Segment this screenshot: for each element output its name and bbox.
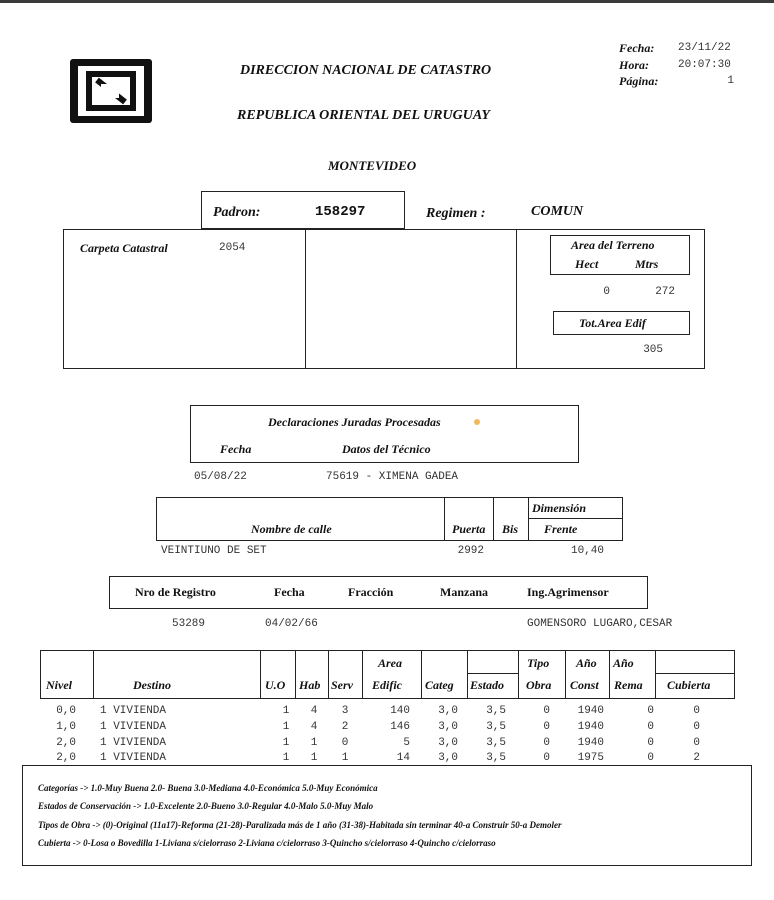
h-destino: Destino	[133, 678, 172, 692]
h-area-bottom: Edific	[372, 678, 402, 692]
col-div-destino	[93, 650, 94, 699]
legend-tipos: Tipos de Obra -> (0)-Original (11a17)-Reforma (21-28)-Paralizada más de 1 año (31-38)-Habitada sin terminar 40-a Construir 50-a Demoler	[38, 820, 562, 830]
cell-nivel: 2,0	[56, 737, 76, 749]
carpeta-label: Carpeta Catastral	[80, 241, 168, 255]
cell-destino: 1 VIVIENDA	[100, 705, 167, 717]
hora-label: Hora:	[619, 58, 649, 72]
h-rema-bottom: Rema	[614, 678, 643, 692]
col-div-estado	[467, 650, 468, 699]
h-categ: Categ	[425, 678, 454, 692]
decl-fecha-label: Fecha	[220, 442, 252, 456]
frente-label: Frente	[544, 522, 578, 536]
ing-agrimensor-value: GOMENSORO LUGARO,CESAR	[527, 618, 673, 630]
org-title: DIRECCION NACIONAL DE CATASTRO	[240, 63, 492, 78]
cell-area: 140	[390, 705, 410, 717]
col-div-categ	[421, 650, 422, 699]
decl-fecha-value: 05/08/22	[194, 471, 247, 483]
cell-rema: 0	[647, 721, 654, 733]
catastro-logo	[69, 58, 153, 124]
table-row	[0, 705, 774, 719]
header-mid-line-b	[655, 673, 735, 674]
cell-tipo: 0	[543, 705, 550, 717]
tot-area-label: Tot.Area Edif	[579, 316, 646, 330]
carpeta-value: 2054	[219, 242, 246, 254]
h-anio-bottom: Const	[570, 678, 599, 692]
cell-estado: 3,5	[486, 737, 506, 749]
nombre-calle-value: VEINTIUNO DE SET	[161, 545, 267, 557]
fecha-value: 23/11/22	[678, 42, 731, 54]
h-hab: Hab	[299, 678, 321, 692]
cell-cubierta: 0	[693, 705, 700, 717]
cell-serv: 1	[341, 752, 349, 764]
cell-estado: 3,5	[486, 705, 506, 717]
dimension-label: Dimensión	[532, 501, 587, 515]
cell-rema: 0	[647, 737, 654, 749]
registro-fecha-label: Fecha	[274, 585, 305, 599]
nro-registro-label: Nro de Registro	[135, 585, 216, 599]
cell-uo: 1	[282, 737, 290, 749]
h-area-top: Area	[378, 656, 402, 670]
cell-categ: 3,0	[438, 721, 458, 733]
frente-value: 10,40	[570, 545, 604, 557]
cell-serv: 2	[341, 721, 349, 733]
cell-area: 146	[390, 721, 410, 733]
legend-cubierta: Cubierta -> 0-Losa o Bovedilla 1-Liviana s/cielorraso 2-Liviana c/cielorraso 3-Quincho s/cielorraso 4-Quincho c/cielorraso	[38, 838, 496, 848]
area-terreno-label: Area del Terreno	[571, 238, 655, 252]
cell-estado: 3,5	[486, 752, 506, 764]
manzana-label: Manzana	[440, 585, 488, 599]
pagina-value: 1	[727, 75, 734, 87]
table-row	[0, 752, 774, 766]
cell-nivel: 0,0	[56, 705, 76, 717]
h-serv: Serv	[331, 678, 353, 692]
cell-rema: 0	[647, 752, 654, 764]
h-anio-top: Año	[576, 656, 597, 670]
country-title: REPUBLICA ORIENTAL DEL URUGUAY	[237, 108, 490, 123]
cell-destino: 1 VIVIENDA	[100, 737, 167, 749]
cell-anio: 1940	[577, 737, 604, 749]
h-tipo-top: Tipo	[527, 656, 550, 670]
decl-tecnico-value: 75619 - XIMENA GADEA	[326, 471, 459, 483]
cell-anio: 1940	[577, 721, 604, 733]
cell-destino: 1 VIVIENDA	[100, 721, 167, 733]
cell-tipo: 0	[543, 737, 550, 749]
cell-hab: 1	[310, 752, 318, 764]
mtrs-label: Mtrs	[635, 257, 659, 271]
padron-value: 158297	[315, 204, 366, 220]
puerta-label: Puerta	[452, 522, 486, 536]
cell-uo: 1	[282, 705, 290, 717]
col-div-uo	[260, 650, 261, 699]
hect-value: 0	[603, 286, 610, 298]
puerta-value: 2992	[457, 545, 484, 557]
col-div-cubierta	[655, 650, 656, 699]
cell-hab: 4	[310, 705, 318, 717]
decl-tecnico-label: Datos del Técnico	[342, 442, 431, 456]
col-div-rema	[609, 650, 610, 699]
header-mid-line-a	[467, 673, 518, 674]
cell-categ: 3,0	[438, 705, 458, 717]
parcel-divider-1	[305, 229, 306, 369]
cell-cubierta: 0	[693, 737, 700, 749]
status-dot	[474, 419, 480, 425]
regimen-value: COMUN	[531, 204, 584, 219]
cell-area: 14	[396, 752, 410, 764]
col-div-hab	[295, 650, 296, 699]
legend-estados: Estados de Conservación -> 1.0-Excelente 2.0-Bueno 3.0-Regular 4.0-Malo 5.0-Muy Malo	[38, 801, 374, 811]
col-div-serv	[328, 650, 329, 699]
col-div-area	[362, 650, 363, 699]
cell-nivel: 2,0	[56, 752, 76, 764]
table-row	[0, 737, 774, 751]
h-uo: U.O	[265, 678, 286, 692]
h-tipo-bottom: Obra	[526, 678, 552, 692]
h-nivel: Nivel	[46, 678, 72, 692]
h-rema-top: Año	[613, 656, 634, 670]
cell-categ: 3,0	[438, 752, 458, 764]
col-div-tipo	[518, 650, 519, 699]
nro-registro-value: 53289	[172, 618, 206, 630]
bis-label: Bis	[502, 522, 519, 536]
window-top-edge	[0, 0, 774, 3]
h-cubierta: Cubierta	[667, 678, 711, 692]
cell-tipo: 0	[543, 721, 550, 733]
registro-fecha-value: 04/02/66	[265, 618, 318, 630]
cell-area: 5	[403, 737, 410, 749]
cell-cubierta: 2	[693, 752, 700, 764]
parcel-divider-2	[516, 229, 517, 369]
cell-categ: 3,0	[438, 737, 458, 749]
cell-nivel: 1,0	[56, 721, 76, 733]
cell-estado: 3,5	[486, 721, 506, 733]
cell-hab: 1	[310, 737, 318, 749]
cell-anio: 1975	[577, 752, 604, 764]
hect-label: Hect	[575, 257, 599, 271]
declaraciones-title: Declaraciones Juradas Procesadas	[268, 415, 441, 429]
cell-cubierta: 0	[693, 721, 700, 733]
table-row	[0, 721, 774, 735]
cell-serv: 0	[341, 737, 349, 749]
cell-tipo: 0	[543, 752, 550, 764]
nombre-calle-label: Nombre de calle	[251, 522, 332, 536]
tot-area-value: 305	[643, 344, 663, 356]
col-div-anio	[565, 650, 566, 699]
padron-label: Padron:	[213, 205, 261, 220]
hora-value: 20:07:30	[678, 59, 731, 71]
city-title: MONTEVIDEO	[328, 158, 417, 173]
cell-rema: 0	[647, 705, 654, 717]
cell-destino: 1 VIVIENDA	[100, 752, 167, 764]
cell-uo: 1	[282, 721, 290, 733]
cell-uo: 1	[282, 752, 290, 764]
legend-box	[22, 765, 752, 866]
cell-anio: 1940	[577, 705, 604, 717]
pagina-label: Página:	[619, 74, 659, 88]
h-estado: Estado	[470, 678, 505, 692]
cell-hab: 4	[310, 721, 318, 733]
ing-agrimensor-label: Ing.Agrimensor	[527, 585, 609, 599]
fraccion-label: Fracción	[348, 585, 394, 599]
regimen-label: Regimen :	[426, 206, 486, 221]
legend-categorias: Categorías -> 1.0-Muy Buena 2.0- Buena 3.0-Mediana 4.0-Económica 5.0-Muy Económica	[38, 783, 378, 793]
mtrs-value: 272	[655, 286, 675, 298]
fecha-label: Fecha:	[619, 41, 655, 55]
cell-serv: 3	[341, 705, 349, 717]
